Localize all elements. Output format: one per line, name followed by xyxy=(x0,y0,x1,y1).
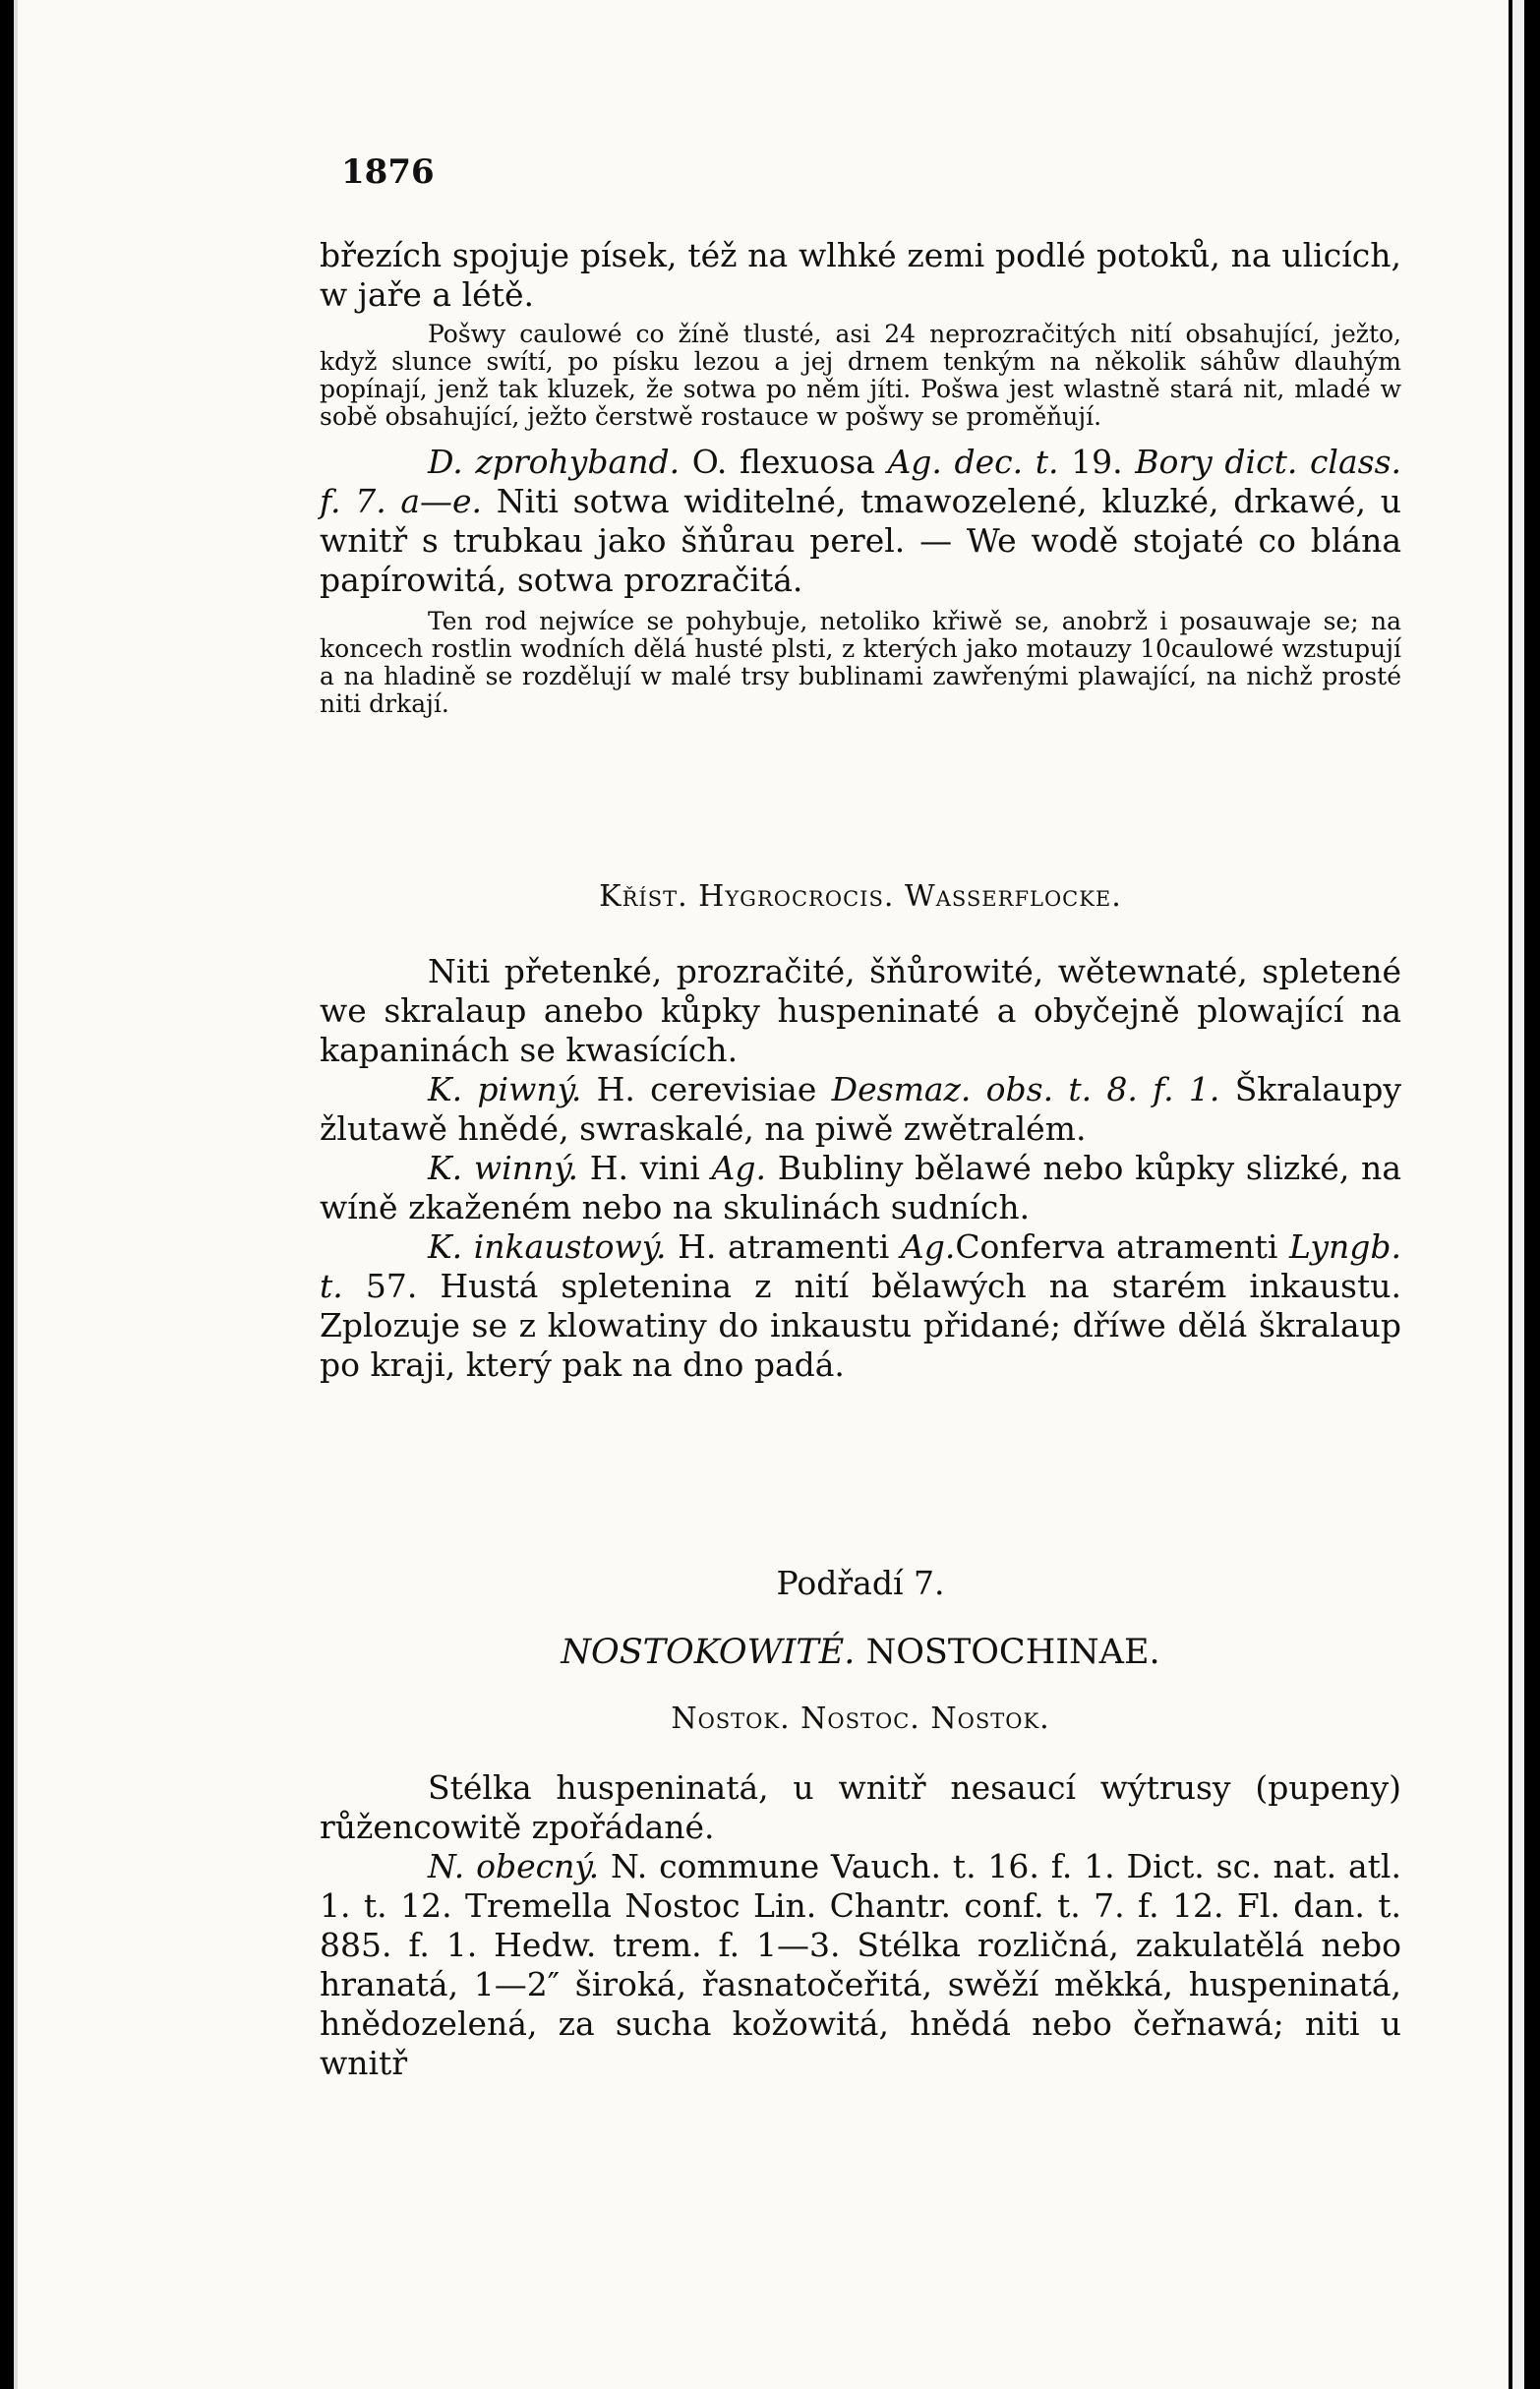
page-number: 1876 xyxy=(341,152,435,192)
suborder-heading: Podřadí 7. xyxy=(776,1564,945,1602)
text-block-middle xyxy=(320,877,1401,1385)
k3-text: Hustá spletenina z nití bělawých na starém inkaustu. Zplozuje se z klowatiny do inkaustu přidané; dříwe dělá škralaup po kraji, který pak na dno padá. xyxy=(320,1267,1401,1384)
species-d xyxy=(320,443,1401,600)
genus-n-desc: Stélka huspeninatá, u wnitř nesaucí wýtrusy (pupeny) růžencowitě zpořádané. xyxy=(320,1768,1401,1846)
species-d-latin: O. flexuosa xyxy=(691,443,875,481)
family-lat: NOSTOCHINAE. xyxy=(865,1633,1160,1672)
n1-name: N. obecný. xyxy=(428,1847,600,1885)
k2-name: K. winný. xyxy=(428,1149,578,1187)
k3-latin2: Conferva atramenti xyxy=(955,1227,1278,1266)
k3-name: K. inkaustowý. xyxy=(428,1227,667,1266)
k2-latin: H. vini xyxy=(589,1149,700,1187)
species-d-refs-1: Ag. dec. t. xyxy=(887,443,1059,481)
para-intro: březích spojuje písek, též na wlhké zemi podlé potoků, na ulicích, w jaře a létě. xyxy=(320,236,1401,314)
species-k1 xyxy=(320,1070,1401,1149)
k2-ref: Ag. xyxy=(711,1149,766,1187)
genus-n-heading: Nostok. Nostoc. Nostok. xyxy=(671,1702,1050,1736)
k1-text: Škralaupy žlutawě hnědé, swraskalé, na piwě zwětralém. xyxy=(320,1070,1402,1148)
species-k2 xyxy=(320,1149,1401,1227)
note-poswy: Pošwy caulowé co žíně tlusté, asi 24 neprozračitých nití obsahující, ježto, když slunce swítí, po písku lezou a jej drnem tenkým na několik sáhůw dlauhým popínají, jenž tak kluzek, že sotwa po něm jíti. Pošwa jest wlastně stará nit, mladé w sobě obsahující, ježto čerstwě rostauce w pošwy se proměňují. xyxy=(320,320,1401,431)
text-block-top xyxy=(320,236,1401,718)
family-cz: NOSTOKOWITÉ. xyxy=(561,1633,856,1672)
species-d-num-1: 19. xyxy=(1071,443,1123,481)
genus-k-heading: Kříst. Hygrocrocis. Wasserflocke. xyxy=(599,879,1122,914)
note-rod: Ten rod nejwíce se pohybuje, netoliko křiwě se, anobrž i posauwaje se; na koncech rostlin wodních dělá husté plsti, z kterých jako motauzy 10caulowé wzstupují a na hladině se rozdělují w malé trsy bublinami zawřenými plawající, na nichž prosté niti drkají. xyxy=(320,607,1401,718)
family-heading xyxy=(320,1633,1401,1672)
k3-latin: H. atramenti xyxy=(678,1227,890,1266)
species-n1 xyxy=(320,1847,1401,2083)
k2-text: Bubliny bělawé nebo kůpky slizké, na wíně zkaženém nebo na skulinách sudních. xyxy=(320,1149,1401,1226)
k1-ref: Desmaz. obs. t. 8. f. 1. xyxy=(831,1070,1220,1108)
scan-edge xyxy=(1512,0,1524,2389)
species-d-refs-2: Bory dict. class. f. 7. a—e. xyxy=(320,443,1402,520)
k3-ref: Ag. xyxy=(900,1227,956,1266)
species-d-name: D. zprohyband. xyxy=(428,443,681,481)
k1-name: K. piwný. xyxy=(428,1070,582,1108)
k3-ref2: Lyngb. t. xyxy=(320,1227,1401,1305)
genus-k-desc: Niti přetenké, prozračité, šňůrowité, wětewnaté, spletené we skralaup anebo kůpky huspeninaté a obyčejně plowající na kapaninách se kwasících. xyxy=(320,952,1401,1069)
species-k3 xyxy=(320,1227,1401,1385)
k1-latin: H. cerevisiae xyxy=(596,1070,817,1108)
species-d-text: Niti sotwa widitelné, tmawozelené, kluzké, drkawé, u wnitř s trubkau jako šňůrau perel. — We wodě stojaté co blána papírowitá, sotwa prozračitá. xyxy=(320,482,1401,599)
n1-text: N. commune Vauch. t. 16. f. 1. Dict. sc. nat. atl. 1. t. 12. Tremella Nostoc Lin. Chantr. conf. t. 7. f. 12. Fl. dan. t. 885. f. 1. Hedw. trem. f. 1—3. Stélka rozličná, zakulatělá nebo hranatá, 1—2″ široká, řasnatočeřitá, swěží měkká, huspeninatá, hnědozelená, za sucha kožowitá, hnědá nebo čeřnawá; niti u wnitř xyxy=(320,1847,1401,2082)
text-block-bottom xyxy=(320,1564,1401,2083)
k3-num: 57. xyxy=(365,1267,418,1305)
